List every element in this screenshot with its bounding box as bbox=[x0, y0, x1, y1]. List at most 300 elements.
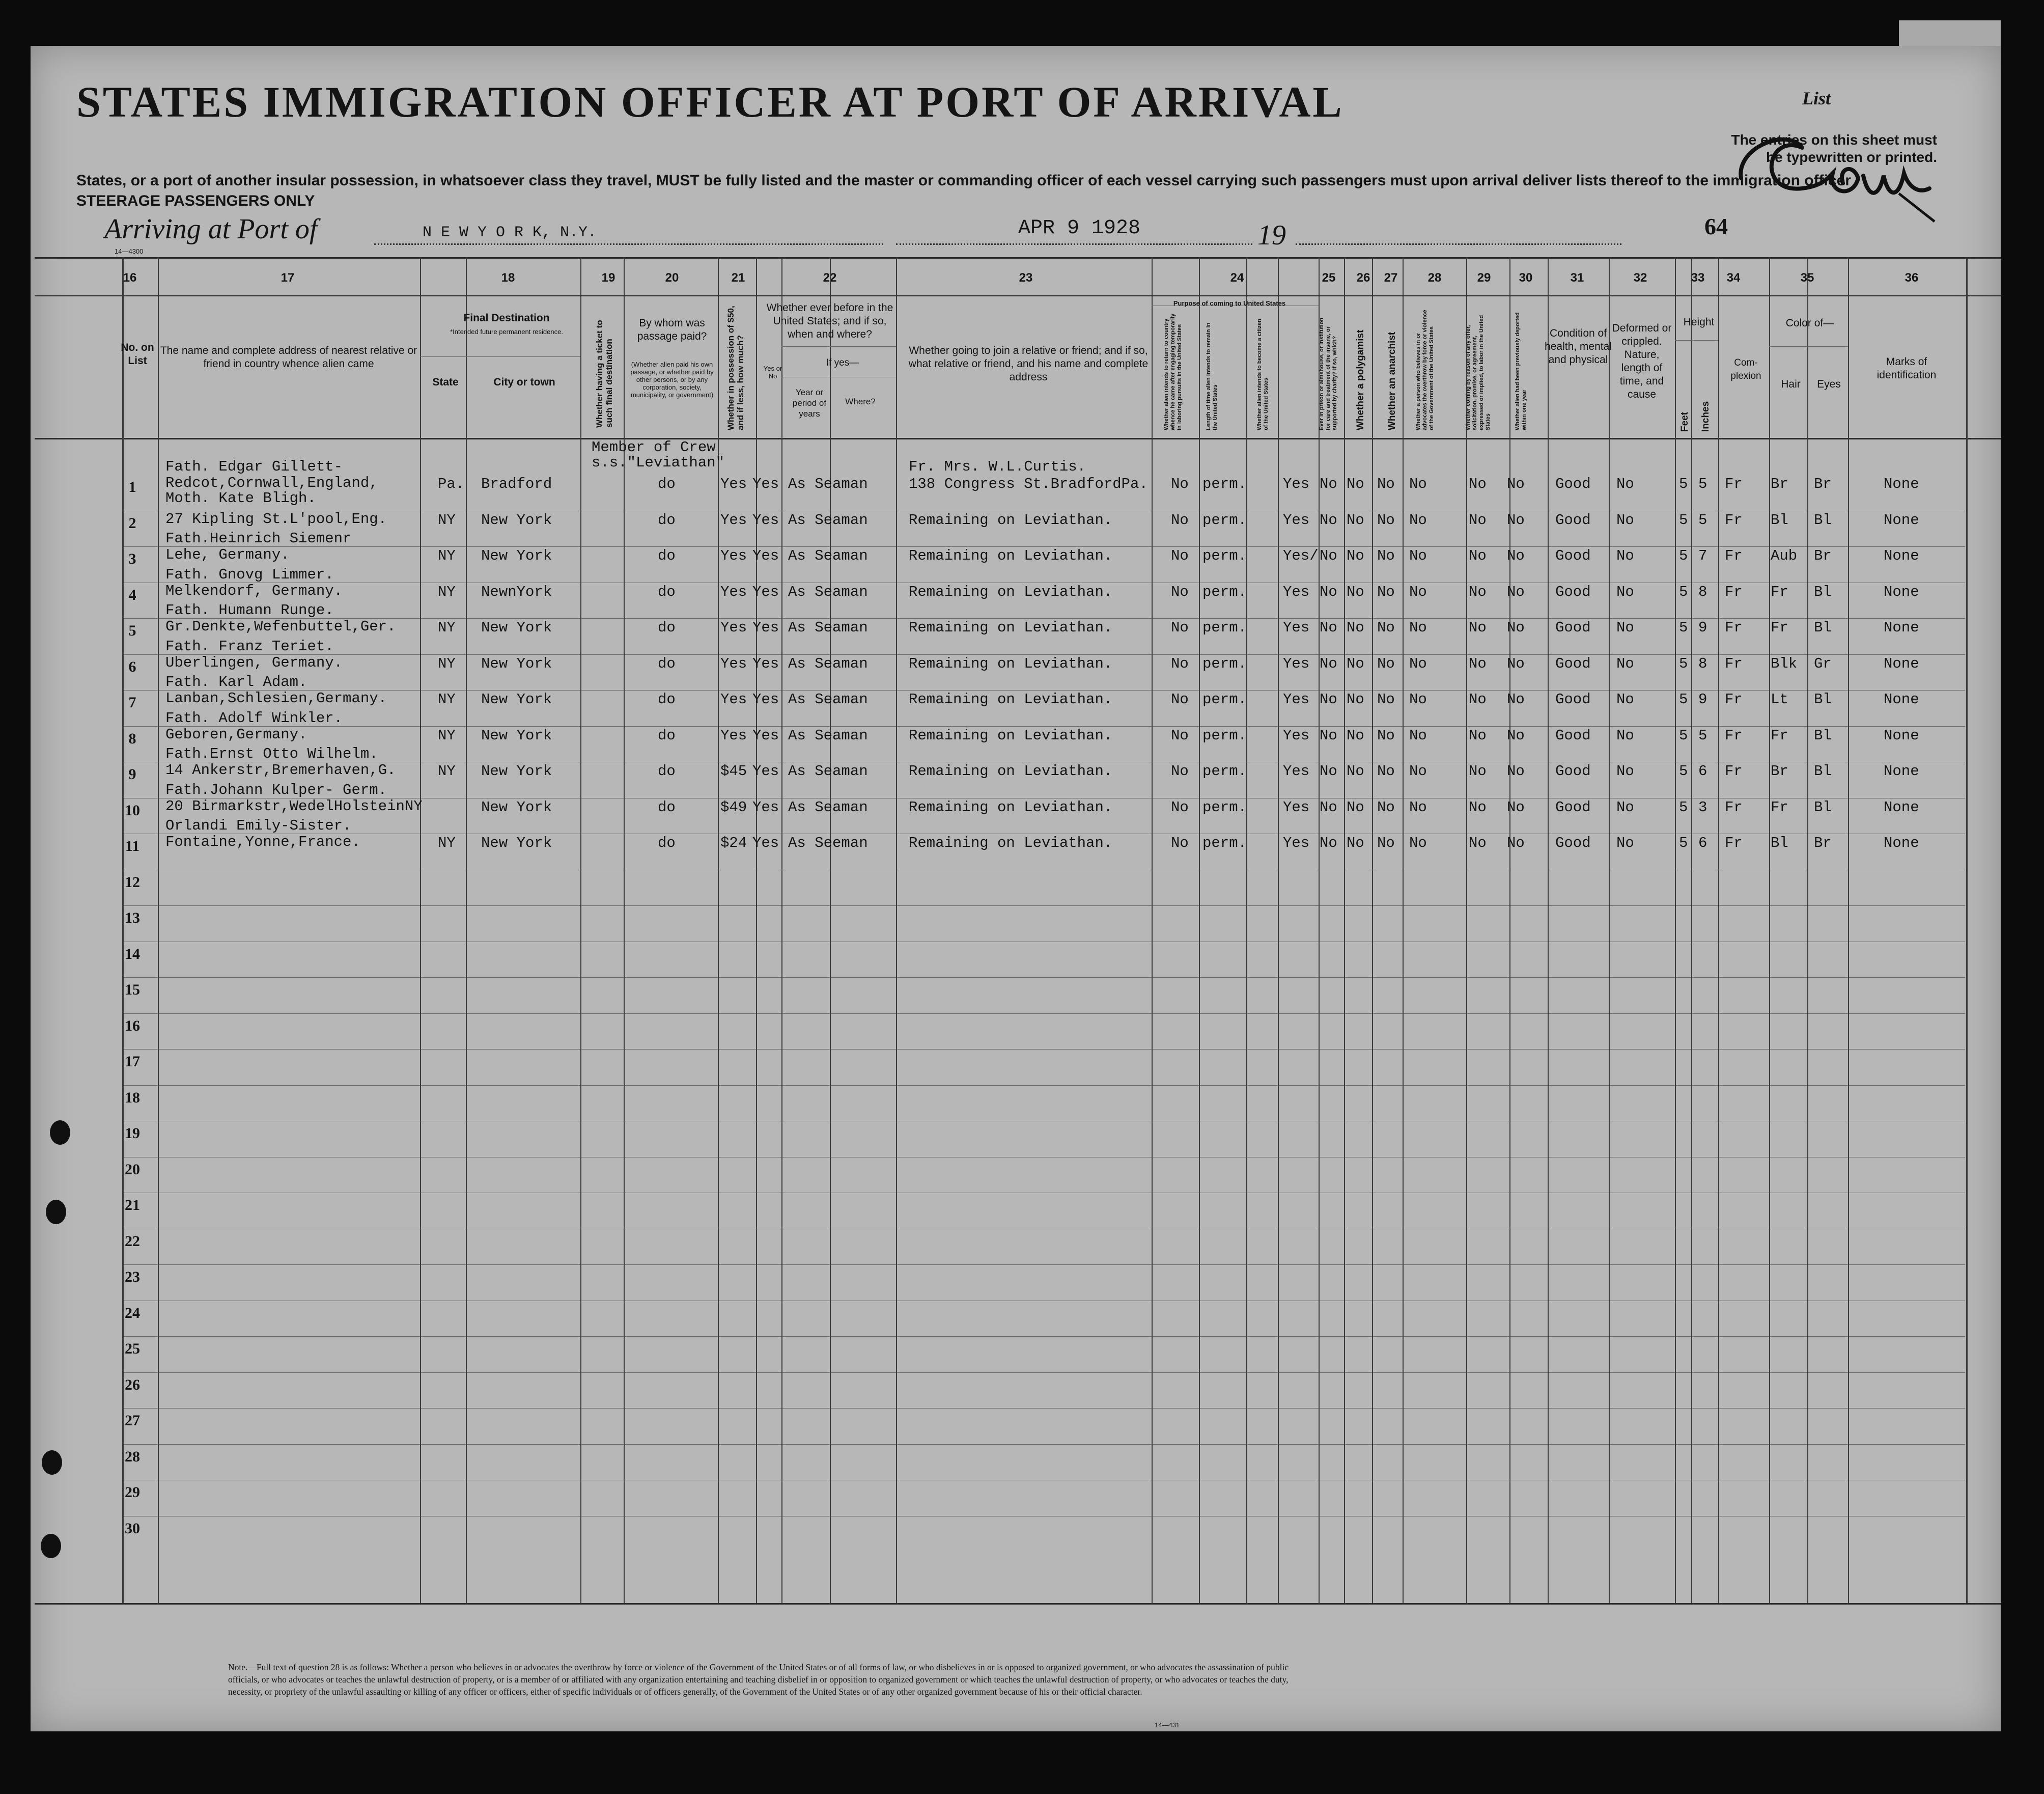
cell-q29: No bbox=[1469, 655, 1487, 672]
footnote-q28: Note.—Full text of question 28 is as follows: Whether a person who believes in or advocates the overthrow by force or violence of the Government of the United States or of all forms of law, or who disbelieves in or is opposed to organized government, or who advocates the assassination of public officials, or who advocates or teaches the unlawful destruction of property, or is a member of or affiliated with any organization entertaining and teaching disbelief in or opposition to organized government or which teaches the unlawful destruction of property, or who advocates or teaches the duty, necessity, or propriety of the unlawful assaulting or killing of any officer or officers, either of specific individuals or of officers generally, of the Government of the United States or of any other organized government because of his or their official character. bbox=[228, 1662, 1289, 1697]
cell-ever: Yes bbox=[752, 691, 779, 708]
year-label: 19 bbox=[1257, 219, 1286, 251]
column-line bbox=[580, 257, 581, 1603]
cell-eyes: Bl bbox=[1814, 619, 1832, 636]
cell-money: Yes bbox=[720, 511, 747, 529]
cell-eyes: Br bbox=[1814, 835, 1832, 851]
form-title: STATES IMMIGRATION OFFICER AT PORT OF ARRIVAL bbox=[76, 77, 1344, 126]
cell-q29: No bbox=[1469, 547, 1487, 564]
col-num: 26 bbox=[1356, 271, 1370, 285]
cell-q27: No bbox=[1377, 691, 1395, 708]
row-number: 26 bbox=[125, 1376, 140, 1393]
cell-rel1: Fath.Heinrich Siemenr bbox=[165, 530, 352, 547]
cell-years: As Seaman bbox=[788, 619, 868, 636]
row-number: 29 bbox=[125, 1484, 140, 1501]
cell-rel2: 14 Ankerstr,Bremerhaven,G. bbox=[165, 762, 396, 779]
cell-q28: No bbox=[1409, 619, 1427, 636]
cell-q29: No bbox=[1469, 511, 1487, 529]
cell-join2: Remaining on Leviathan. bbox=[909, 547, 1113, 564]
cell-def: No bbox=[1616, 619, 1634, 636]
column-line bbox=[1807, 257, 1808, 1603]
rule-bottom bbox=[35, 1603, 2001, 1605]
cell-def: No bbox=[1616, 691, 1634, 708]
entries-note: The entries on this sheet must be typewritten or printed. bbox=[1731, 132, 1937, 165]
cell-join2: Remaining on Leviathan. bbox=[909, 691, 1113, 708]
cell-in: 5 bbox=[1698, 476, 1707, 492]
column-line bbox=[466, 257, 467, 1603]
row-number: 14 bbox=[125, 945, 140, 962]
cell-rel2: Geboren,Germany. bbox=[165, 726, 307, 743]
cell-p_b: perm. bbox=[1202, 798, 1247, 816]
cell-paid: do bbox=[658, 798, 676, 816]
cell-q25: No bbox=[1320, 691, 1337, 708]
cell-def: No bbox=[1616, 476, 1634, 492]
header-ticket: Whether having a ticket to such final destination bbox=[595, 320, 614, 428]
cell-state: NY bbox=[438, 583, 456, 600]
cell-q30: No bbox=[1507, 583, 1525, 600]
cell-rel1: Fath.Johann Kulper- Germ. bbox=[165, 781, 387, 798]
column-line bbox=[1403, 257, 1404, 1603]
cell-marks: None bbox=[1884, 583, 1919, 600]
cell-rel2: Lehe, Germany. bbox=[165, 546, 290, 563]
cell-p_b: perm. bbox=[1202, 835, 1247, 851]
cell-city: New York bbox=[481, 619, 552, 636]
header-polygamist: Whether a polygamist bbox=[1355, 329, 1366, 430]
cell-p_b: perm. bbox=[1202, 655, 1247, 672]
punch-hole bbox=[42, 1450, 62, 1475]
column-line bbox=[896, 257, 897, 1603]
cell-join2: 138 Congress St.BradfordPa. bbox=[909, 476, 1148, 492]
column-line bbox=[1199, 257, 1200, 1603]
cell-p_c: Yes bbox=[1283, 655, 1310, 672]
cell-eyes: Bl bbox=[1814, 691, 1832, 708]
cell-rel2: 20 Birmarkstr,WedelHolsteinNY bbox=[165, 797, 423, 815]
header-complexion: Com- plexion bbox=[1730, 357, 1761, 381]
cell-hair: Lt bbox=[1771, 691, 1788, 708]
cell-q29: No bbox=[1469, 691, 1487, 708]
cell-join2: Remaining on Leviathan. bbox=[909, 619, 1113, 636]
row-line bbox=[122, 977, 1965, 978]
cell-money: Yes bbox=[720, 583, 747, 600]
cell-join2: Remaining on Leviathan. bbox=[909, 835, 1113, 851]
cell-hair: Fr bbox=[1771, 727, 1788, 744]
header-passage-paid: By whom was passage paid? bbox=[637, 317, 707, 342]
cell-cond: Good bbox=[1555, 691, 1591, 708]
row-number: 24 bbox=[125, 1304, 140, 1321]
column-line bbox=[1372, 257, 1373, 1603]
col-num: 24 bbox=[1230, 271, 1244, 285]
cell-in: 8 bbox=[1698, 655, 1707, 672]
cell-p_c: Yes bbox=[1283, 727, 1310, 744]
header-yes-or-no: Yes or No bbox=[763, 365, 782, 380]
cell-cond: Good bbox=[1555, 655, 1591, 672]
cell-city: NewnYork bbox=[481, 583, 552, 600]
cell-cond: Good bbox=[1555, 511, 1591, 529]
cell-marks: None bbox=[1884, 691, 1919, 708]
col-num: 36 bbox=[1905, 271, 1919, 285]
cell-p_b: perm. bbox=[1202, 476, 1247, 492]
cell-p_b: perm. bbox=[1202, 763, 1247, 780]
rule-colnums bbox=[35, 295, 2001, 296]
row-line bbox=[122, 618, 1965, 619]
crew-note-line1: Member of Crew bbox=[592, 439, 716, 456]
cell-q26: No bbox=[1347, 691, 1364, 708]
cell-paid: do bbox=[658, 511, 676, 529]
cell-q28: No bbox=[1409, 547, 1427, 564]
cell-cond: Good bbox=[1555, 619, 1591, 636]
cell-q26: No bbox=[1347, 511, 1364, 529]
punch-hole bbox=[41, 1534, 61, 1558]
cell-q30: No bbox=[1507, 547, 1525, 564]
cell-q27: No bbox=[1377, 727, 1395, 744]
header-no-on-list: No. on List bbox=[121, 342, 154, 367]
col-num: 32 bbox=[1633, 271, 1647, 285]
cell-def: No bbox=[1616, 547, 1634, 564]
cell-comp: Fr bbox=[1725, 547, 1743, 564]
cell-eyes: Bl bbox=[1814, 798, 1832, 816]
cell-paid: do bbox=[658, 727, 676, 744]
cell-marks: None bbox=[1884, 655, 1919, 672]
cell-q26: No bbox=[1347, 547, 1364, 564]
col-num: 34 bbox=[1726, 271, 1741, 285]
header-purpose: Purpose of coming to United States bbox=[1173, 299, 1286, 307]
cell-q30: No bbox=[1507, 619, 1525, 636]
cell-p_a: No bbox=[1171, 798, 1189, 816]
form-subtitle: States, or a port of another insular possession, in whatsoever class they travel, MUST be fully listed and the master or commanding officer of each vessel carrying such passengers must upon arrival deliver lists thereof to the immigration officer bbox=[76, 172, 1851, 189]
header-purpose-b: Length of time alien intends to remain in the United States bbox=[1206, 322, 1218, 430]
col-num: 19 bbox=[601, 271, 615, 285]
cell-q29: No bbox=[1469, 727, 1487, 744]
cell-q25: No bbox=[1320, 547, 1337, 564]
cell-def: No bbox=[1616, 763, 1634, 780]
date-stamp: APR 9 1928 bbox=[1018, 217, 1141, 240]
header-marks: Marks of identification bbox=[1877, 356, 1937, 381]
cell-marks: None bbox=[1884, 511, 1919, 529]
cell-city: New York bbox=[481, 691, 552, 708]
row-number: 3 bbox=[128, 550, 136, 567]
cell-comp: Fr bbox=[1725, 763, 1743, 780]
cell-cond: Good bbox=[1555, 798, 1591, 816]
cell-q28: No bbox=[1409, 727, 1427, 744]
column-line bbox=[1548, 257, 1549, 1603]
cell-comp: Fr bbox=[1725, 476, 1743, 492]
cell-p_c: Yes bbox=[1283, 763, 1310, 780]
header-deformed: Deformed or crippled. Nature, length of time, and cause bbox=[1612, 322, 1672, 400]
cell-hair: Blk bbox=[1771, 655, 1798, 672]
cell-q29: No bbox=[1469, 835, 1487, 851]
cell-rel1: Fath. Adolf Winkler. bbox=[165, 709, 343, 727]
punch-hole bbox=[46, 1200, 66, 1224]
cell-def: No bbox=[1616, 583, 1634, 600]
cell-in: 9 bbox=[1698, 691, 1707, 708]
column-line bbox=[1466, 257, 1467, 1603]
cell-p_b: perm. bbox=[1202, 583, 1247, 600]
column-line bbox=[122, 257, 124, 1603]
header-passage-paid-note: (Whether alien paid his own passage, or whether paid by other persons, or by any corporation, society, municipality, or government) bbox=[630, 361, 714, 399]
cell-ever: Yes bbox=[752, 476, 779, 492]
cell-comp: Fr bbox=[1725, 798, 1743, 816]
row-number: 15 bbox=[125, 981, 140, 998]
cell-in: 3 bbox=[1698, 798, 1707, 816]
column-line bbox=[1718, 257, 1719, 1603]
cell-cond: Good bbox=[1555, 835, 1591, 851]
cell-money: Yes bbox=[720, 655, 747, 672]
cell-rel1: Fath. Humann Runge. bbox=[165, 602, 334, 619]
cell-state: NY bbox=[438, 727, 456, 744]
cell-q25: No bbox=[1320, 476, 1337, 492]
cell-paid: do bbox=[658, 835, 676, 851]
cell-p_b: perm. bbox=[1202, 619, 1247, 636]
cell-ft: 5 bbox=[1679, 691, 1688, 708]
cell-years: As Seaman bbox=[788, 798, 868, 816]
cell-ever: Yes bbox=[752, 655, 779, 672]
cell-q30: No bbox=[1507, 476, 1525, 492]
cell-rel1: Fath. Gnovg Limmer. bbox=[165, 566, 334, 583]
col-num: 16 bbox=[123, 271, 137, 285]
col-num: 27 bbox=[1384, 271, 1398, 285]
header-where: Where? bbox=[845, 397, 876, 406]
cell-cond: Good bbox=[1555, 763, 1591, 780]
cell-q29: No bbox=[1469, 763, 1487, 780]
header-state: State bbox=[432, 376, 459, 388]
handwritten-crew-signature bbox=[1726, 117, 1940, 229]
row-number: 19 bbox=[125, 1125, 140, 1142]
cell-rel2: Redcot,Cornwall,England, bbox=[165, 475, 378, 491]
column-line bbox=[1848, 257, 1849, 1603]
cell-ever: Yes bbox=[752, 547, 779, 564]
cell-q29: No bbox=[1469, 619, 1487, 636]
header-color-of: Color of— bbox=[1785, 317, 1834, 329]
row-number: 8 bbox=[128, 730, 136, 747]
cell-q30: No bbox=[1507, 798, 1525, 816]
cell-years: As Seaman bbox=[788, 763, 868, 780]
cell-ever: Yes bbox=[752, 835, 779, 851]
row-number: 7 bbox=[128, 694, 136, 711]
col-num: 22 bbox=[823, 271, 837, 285]
cell-q25: No bbox=[1320, 798, 1337, 816]
cell-in: 6 bbox=[1698, 763, 1707, 780]
column-line bbox=[756, 257, 757, 1603]
cell-p_a: No bbox=[1171, 511, 1189, 529]
port-value: N E W Y O R K, N.Y. bbox=[423, 224, 597, 241]
cell-rel2: 27 Kipling St.L'pool,Eng. bbox=[165, 510, 387, 528]
row-number: 13 bbox=[125, 909, 140, 926]
cell-join2: Remaining on Leviathan. bbox=[909, 763, 1113, 780]
cell-money: Yes bbox=[720, 476, 747, 492]
cell-def: No bbox=[1616, 798, 1634, 816]
cell-rel2: Gr.Denkte,Wefenbuttel,Ger. bbox=[165, 618, 396, 635]
column-line bbox=[1691, 257, 1692, 1603]
cell-hair: Fr bbox=[1771, 583, 1788, 600]
cell-q25: No bbox=[1320, 763, 1337, 780]
cell-years: As Seaman bbox=[788, 655, 868, 672]
header-eyes: Eyes bbox=[1817, 378, 1841, 390]
header-year-period: Year or period of years bbox=[792, 388, 827, 419]
row-number: 2 bbox=[128, 514, 136, 532]
cell-state: NY bbox=[438, 691, 456, 708]
cell-p_a: No bbox=[1171, 547, 1189, 564]
cell-hair: Bl bbox=[1771, 835, 1788, 851]
col-num: 17 bbox=[281, 271, 295, 285]
cell-money: Yes bbox=[720, 691, 747, 708]
cell-rel2: Fontaine,Yonne,France. bbox=[165, 834, 360, 850]
cell-q26: No bbox=[1347, 727, 1364, 744]
subheader-line bbox=[1769, 346, 1848, 347]
cell-ft: 5 bbox=[1679, 798, 1688, 816]
cell-q25: No bbox=[1320, 583, 1337, 600]
cell-cond: Good bbox=[1555, 547, 1591, 564]
column-line bbox=[1344, 257, 1345, 1603]
row-number: 25 bbox=[125, 1340, 140, 1357]
row-number: 21 bbox=[125, 1197, 140, 1213]
cell-rel2: Lanban,Schlesien,Germany. bbox=[165, 690, 387, 707]
cell-q29: No bbox=[1469, 583, 1487, 600]
cell-q30: No bbox=[1507, 511, 1525, 529]
cell-q27: No bbox=[1377, 511, 1395, 529]
cell-city: New York bbox=[481, 763, 552, 780]
cell-city: New York bbox=[481, 547, 552, 564]
cell-q30: No bbox=[1507, 691, 1525, 708]
col-num: 21 bbox=[731, 271, 745, 285]
cell-ft: 5 bbox=[1679, 583, 1688, 600]
cell-comp: Fr bbox=[1725, 511, 1743, 529]
cell-p_a: No bbox=[1171, 763, 1189, 780]
cell-in: 7 bbox=[1698, 547, 1707, 564]
column-line bbox=[1319, 257, 1320, 1603]
header-height: Height bbox=[1683, 316, 1715, 328]
header-feet: Feet bbox=[1679, 411, 1690, 432]
cell-paid: do bbox=[658, 691, 676, 708]
cell-ft: 5 bbox=[1679, 763, 1688, 780]
row-line bbox=[122, 1408, 1965, 1409]
cell-q27: No bbox=[1377, 835, 1395, 851]
cell-state: NY bbox=[438, 619, 456, 636]
cell-q26: No bbox=[1347, 835, 1364, 851]
cell-hair: Bl bbox=[1771, 511, 1788, 529]
column-line bbox=[1675, 257, 1676, 1603]
cell-p_c: Yes bbox=[1283, 798, 1310, 816]
crew-note-line2: s.s."Leviathan" bbox=[592, 454, 725, 471]
cell-city: New York bbox=[481, 835, 552, 851]
cell-eyes: Br bbox=[1814, 547, 1832, 564]
header-final-destination-note: *Intended future permanent residence. bbox=[450, 328, 563, 336]
cell-years: As Seaman bbox=[788, 547, 868, 564]
cell-q26: No bbox=[1347, 763, 1364, 780]
cell-q28: No bbox=[1409, 691, 1427, 708]
cell-ft: 5 bbox=[1679, 547, 1688, 564]
subheader-line bbox=[781, 346, 896, 347]
cell-q30: No bbox=[1507, 763, 1525, 780]
cell-join2: Remaining on Leviathan. bbox=[909, 798, 1113, 816]
column-line bbox=[830, 257, 831, 1603]
cell-join2: Remaining on Leviathan. bbox=[909, 655, 1113, 672]
cell-def: No bbox=[1616, 727, 1634, 744]
cell-p_b: perm. bbox=[1202, 691, 1247, 708]
cell-city: New York bbox=[481, 727, 552, 744]
cell-years: As Seeman bbox=[788, 835, 868, 851]
row-line bbox=[122, 726, 1965, 727]
header-city: City or town bbox=[493, 376, 555, 388]
cell-q28: No bbox=[1409, 798, 1427, 816]
cell-q26: No bbox=[1347, 476, 1364, 492]
cell-comp: Fr bbox=[1725, 691, 1743, 708]
cell-p_c: Yes bbox=[1283, 511, 1310, 529]
date-line bbox=[896, 243, 1252, 245]
cell-state: NY bbox=[438, 511, 456, 529]
cell-p_c: Yes bbox=[1283, 691, 1310, 708]
cell-state: Pa. bbox=[438, 476, 465, 492]
cell-ft: 5 bbox=[1679, 619, 1688, 636]
year-line bbox=[1296, 243, 1621, 245]
header-q29: Whether coming by reason of any offer, solicitation, promise, or agreement, expressed or implied, to labor in the United States bbox=[1465, 315, 1491, 430]
row-number: 22 bbox=[125, 1232, 140, 1250]
cell-comp: Fr bbox=[1725, 835, 1743, 851]
row-line bbox=[122, 1372, 1965, 1373]
row-number: 10 bbox=[125, 802, 140, 819]
row-number: 4 bbox=[128, 586, 136, 603]
cell-ever: Yes bbox=[752, 763, 779, 780]
cell-q27: No bbox=[1377, 619, 1395, 636]
header-nearest-relative: The name and complete address of nearest relative or friend in country whence alien came bbox=[160, 345, 417, 370]
cell-eyes: Bl bbox=[1814, 727, 1832, 744]
cell-in: 9 bbox=[1698, 619, 1707, 636]
cell-q27: No bbox=[1377, 763, 1395, 780]
cell-money: $45 bbox=[720, 763, 747, 780]
cell-marks: None bbox=[1884, 476, 1919, 492]
col-num: 18 bbox=[501, 271, 515, 285]
cell-p_a: No bbox=[1171, 583, 1189, 600]
cell-in: 5 bbox=[1698, 511, 1707, 529]
cell-marks: None bbox=[1884, 619, 1919, 636]
cell-in: 8 bbox=[1698, 583, 1707, 600]
cell-p_c: Yes bbox=[1283, 583, 1310, 600]
cell-money: Yes bbox=[720, 619, 747, 636]
header-purpose-a: Whether alien intends to return to country whence he came after engaging temporarily in laboring pursuits in the United States bbox=[1163, 313, 1183, 430]
row-number: 11 bbox=[125, 838, 140, 854]
cell-p_b: perm. bbox=[1202, 511, 1247, 529]
row-line bbox=[122, 1013, 1965, 1014]
cell-p_a: No bbox=[1171, 619, 1189, 636]
row-number: 5 bbox=[128, 622, 136, 639]
cell-paid: do bbox=[658, 476, 676, 492]
row-number: 28 bbox=[125, 1448, 140, 1465]
cell-marks: None bbox=[1884, 727, 1919, 744]
cell-comp: Fr bbox=[1725, 619, 1743, 636]
header-anarchist: Whether an anarchist bbox=[1387, 332, 1397, 430]
row-number: 20 bbox=[125, 1161, 140, 1178]
cell-q29: No bbox=[1469, 798, 1487, 816]
cell-marks: None bbox=[1884, 763, 1919, 780]
cell-years: As Seaman bbox=[788, 511, 868, 529]
cell-p_a: No bbox=[1171, 655, 1189, 672]
column-line bbox=[781, 257, 782, 1603]
cell-eyes: Gr bbox=[1814, 655, 1832, 672]
cell-rel2: Uberlingen, Germany. bbox=[165, 654, 343, 671]
cell-paid: do bbox=[658, 583, 676, 600]
cell-p_a: No bbox=[1171, 835, 1189, 851]
cell-state: NY bbox=[438, 835, 456, 851]
cell-q25: No bbox=[1320, 835, 1337, 851]
col-num: 30 bbox=[1519, 271, 1533, 285]
cell-q25: No bbox=[1320, 619, 1337, 636]
cell-rel1: Orlandi Emily-Sister. bbox=[165, 817, 352, 834]
cell-city: New York bbox=[481, 798, 552, 816]
cell-hair: Br bbox=[1771, 763, 1788, 780]
cell-def: No bbox=[1616, 835, 1634, 851]
arriving-label: Arriving at Port of bbox=[104, 213, 318, 245]
cell-rel1: Fath. Edgar Gillett- bbox=[165, 458, 343, 475]
row-number: 16 bbox=[125, 1017, 140, 1034]
